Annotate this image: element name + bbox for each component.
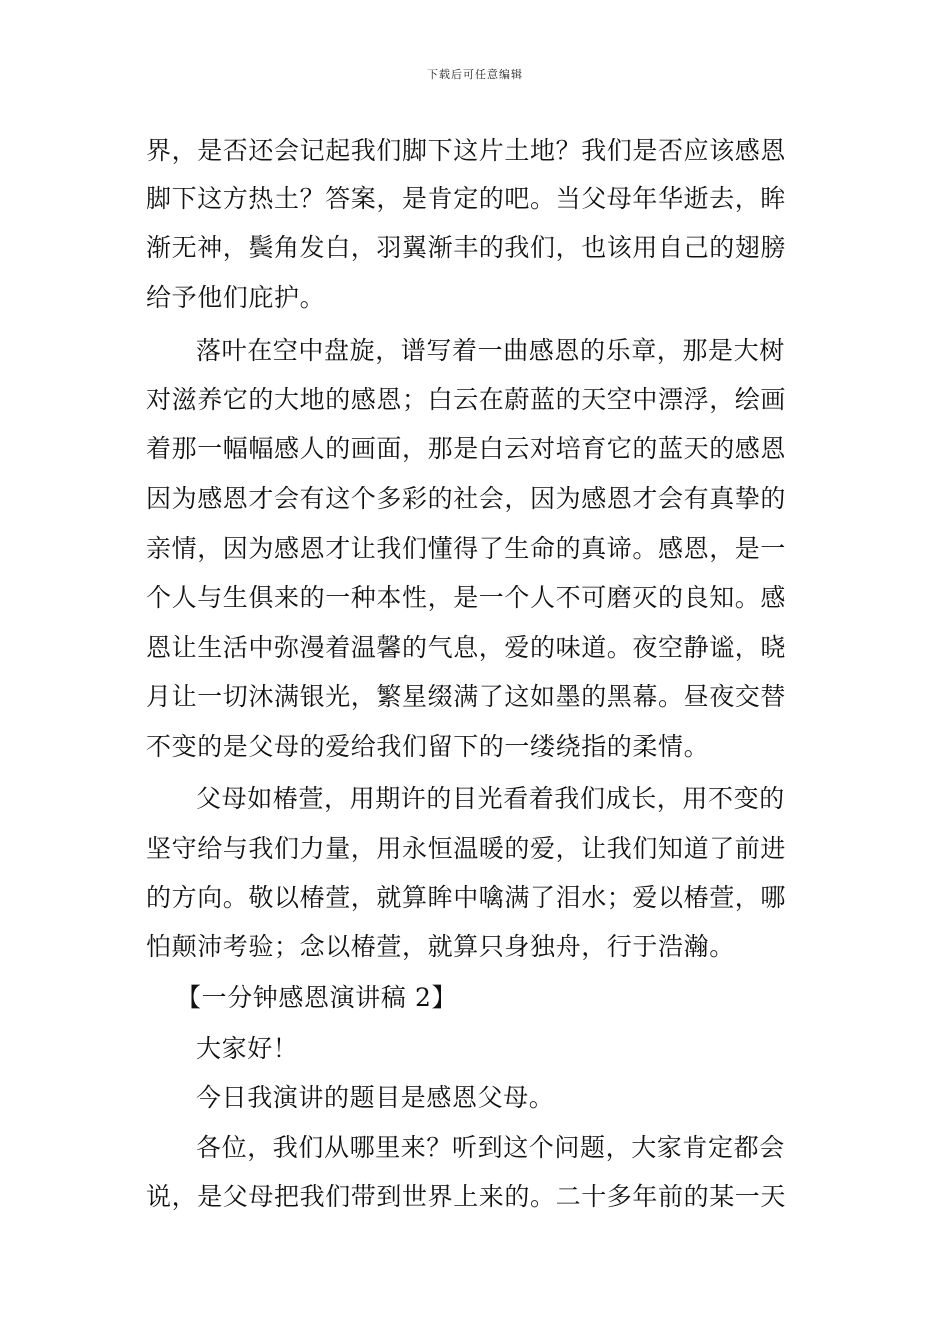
text-line: 对滋养它的大地的感恩；白云在蔚蓝的天空中漂浮，绘画 [146, 385, 787, 414]
text-line: 着那一幅幅感人的画面，那是白云对培育它的蓝天的感恩 [146, 434, 787, 463]
text-line: 亲情，因为感恩才让我们懂得了生命的真谛。感恩，是一 [146, 534, 787, 563]
section-heading: 【一分钟感恩演讲稿 2】 [176, 983, 458, 1012]
text-line: 怕颠沛考验；念以椿萱，就算只身独舟，行于浩瀚。 [146, 932, 735, 961]
page-header: 下载后可任意编辑 [427, 68, 523, 81]
text-line: 月让一切沐满银光，繁星缀满了这如墨的黑幕。昼夜交替 [146, 682, 787, 711]
text-line: 大家好！ [196, 1034, 299, 1063]
text-line: 今日我演讲的题目是感恩父母。 [196, 1083, 555, 1112]
text-line: 恩让生活中弥漫着温馨的气息，爱的味道。夜空静谧，晓 [146, 633, 787, 662]
text-line: 的方向。敬以椿萱，就算眸中噙满了泪水；爱以椿萱，哪 [146, 883, 787, 912]
text-line: 给予他们庇护。 [146, 283, 326, 312]
text-line: 个人与生俱来的一种本性，是一个人不可磨灭的良知。感 [146, 583, 787, 612]
text-line: 不变的是父母的爱给我们留下的一缕绕指的柔情。 [146, 732, 710, 761]
text-line: 坚守给与我们力量，用永恒温暖的爱，让我们知道了前进 [146, 834, 787, 863]
text-line: 因为感恩才会有这个多彩的社会，因为感恩才会有真挚的 [146, 484, 787, 513]
text-line: 落叶在空中盘旋，谱写着一曲感恩的乐章，那是大树 [196, 336, 785, 365]
text-line: 说，是父母把我们带到世界上来的。二十多年前的某一天 [146, 1182, 787, 1211]
text-line: 渐无神，鬓角发白，羽翼渐丰的我们，也该用自己的翅膀 [146, 233, 787, 262]
text-line: 界，是否还会记起我们脚下这片土地？我们是否应该感恩 [146, 136, 787, 165]
text-line: 脚下这方热土？答案，是肯定的吧。当父母年华逝去，眸 [146, 184, 787, 213]
text-line: 各位，我们从哪里来？听到这个问题，大家肯定都会 [196, 1133, 785, 1162]
text-line: 父母如椿萱，用期许的目光看着我们成长，用不变的 [196, 784, 785, 813]
